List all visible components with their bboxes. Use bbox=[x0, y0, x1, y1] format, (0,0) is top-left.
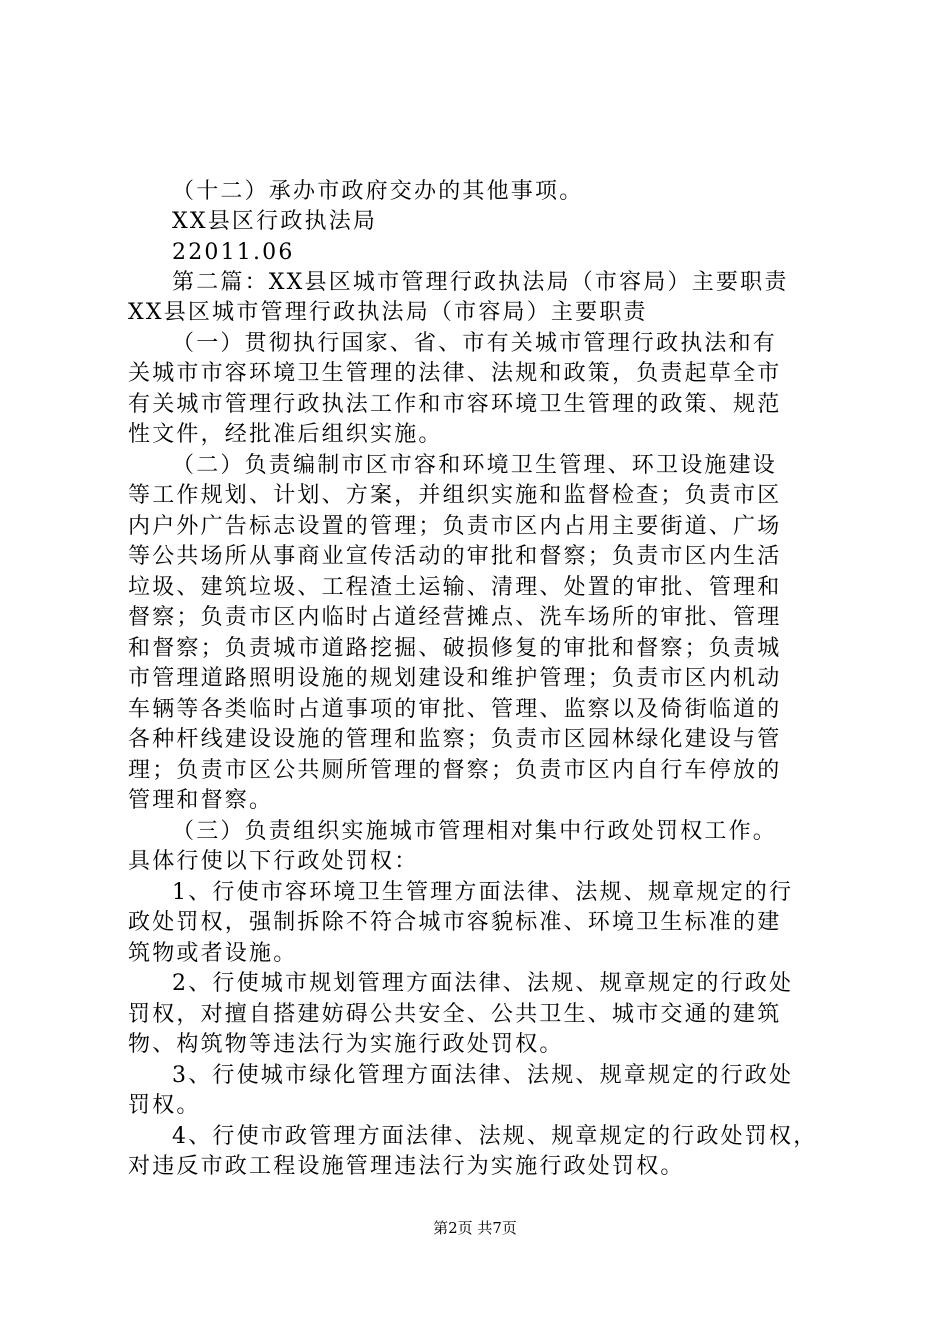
section-heading: 第二篇：XX县区城市管理行政执法局（市容局）主要职责 bbox=[172, 270, 789, 295]
text-line: （二）负责编制市区市容和环境卫生管理、环卫设施建设 bbox=[172, 453, 778, 478]
text-line: 等工作规划、计划、方案，并组织实施和监督检查；负责市区 bbox=[128, 483, 782, 508]
text-line: 等公共场所从事商业宣传活动的审批和督察；负责市区内生活 bbox=[128, 544, 782, 569]
text-line: 1、行使市容环境卫生管理方面法律、法规、规章规定的行 bbox=[172, 880, 794, 905]
text-line: 罚权。 bbox=[128, 1093, 201, 1118]
text-line: 3、行使城市绿化管理方面法律、法规、规章规定的行政处 bbox=[172, 1063, 794, 1088]
text-line: 2、行使城市规划管理方面法律、法规、规章规定的行政处 bbox=[172, 971, 794, 996]
text-line: 22011.06 bbox=[172, 240, 295, 265]
text-line: 车辆等各类临时占道事项的审批、管理、监察以及倚街临道的 bbox=[128, 697, 782, 722]
text-line: （十二）承办市政府交办的其他事项。 bbox=[172, 179, 584, 204]
page-footer: 第2页 共7页 bbox=[433, 1219, 517, 1237]
text-line: 物、构筑物等违法行为实施行政处罚权。 bbox=[128, 1032, 564, 1057]
text-line: 各种杆线建设设施的管理和监察；负责市区园林绿化建设与管 bbox=[128, 727, 782, 752]
text-line: XX县区行政执法局 bbox=[172, 209, 378, 234]
text-line: 市管理道路照明设施的规划建设和维护管理；负责市区内机动 bbox=[128, 666, 782, 691]
section-title: XX县区城市管理行政执法局（市容局）主要职责 bbox=[128, 300, 648, 325]
text-line: 筑物或者设施。 bbox=[128, 941, 298, 966]
text-line: 关城市市容环境卫生管理的法律、法规和政策，负责起草全市 bbox=[128, 361, 782, 386]
text-line: 内户外广告标志设置的管理；负责市区内占用主要街道、广场 bbox=[128, 514, 782, 539]
text-line: 具体行使以下行政处罚权： bbox=[128, 849, 419, 874]
text-line: （一）贯彻执行国家、省、市有关城市管理行政执法和有 bbox=[172, 331, 778, 356]
text-line: 垃圾、建筑垃圾、工程渣土运输、清理、处置的审批、管理和 bbox=[128, 575, 782, 600]
text-line: 理；负责市区公共厕所管理的督察；负责市区内自行车停放的 bbox=[128, 758, 782, 783]
text-line: 罚权，对擅自搭建妨碍公共安全、公共卫生、城市交通的建筑 bbox=[128, 1002, 782, 1027]
text-line: 对违反市政工程设施管理违法行为实施行政处罚权。 bbox=[128, 1154, 685, 1179]
text-line: 和督察；负责城市道路挖掘、破损修复的审批和督察；负责城 bbox=[128, 636, 782, 661]
text-line: 政处罚权，强制拆除不符合城市容貌标准、环境卫生标准的建 bbox=[128, 910, 782, 935]
text-line: 督察；负责市区内临时占道经营摊点、洗车场所的审批、管理 bbox=[128, 605, 782, 630]
text-line: 有关城市管理行政执法工作和市容环境卫生管理的政策、规范 bbox=[128, 392, 782, 417]
text-line: 管理和督察。 bbox=[128, 788, 274, 813]
text-line: 4、行使市政管理方面法律、法规、规章规定的行政处罚权， bbox=[172, 1124, 818, 1149]
text-line: （三）负责组织实施城市管理相对集中行政处罚权工作。 bbox=[172, 819, 778, 844]
text-line: 性文件，经批准后组织实施。 bbox=[128, 422, 443, 447]
